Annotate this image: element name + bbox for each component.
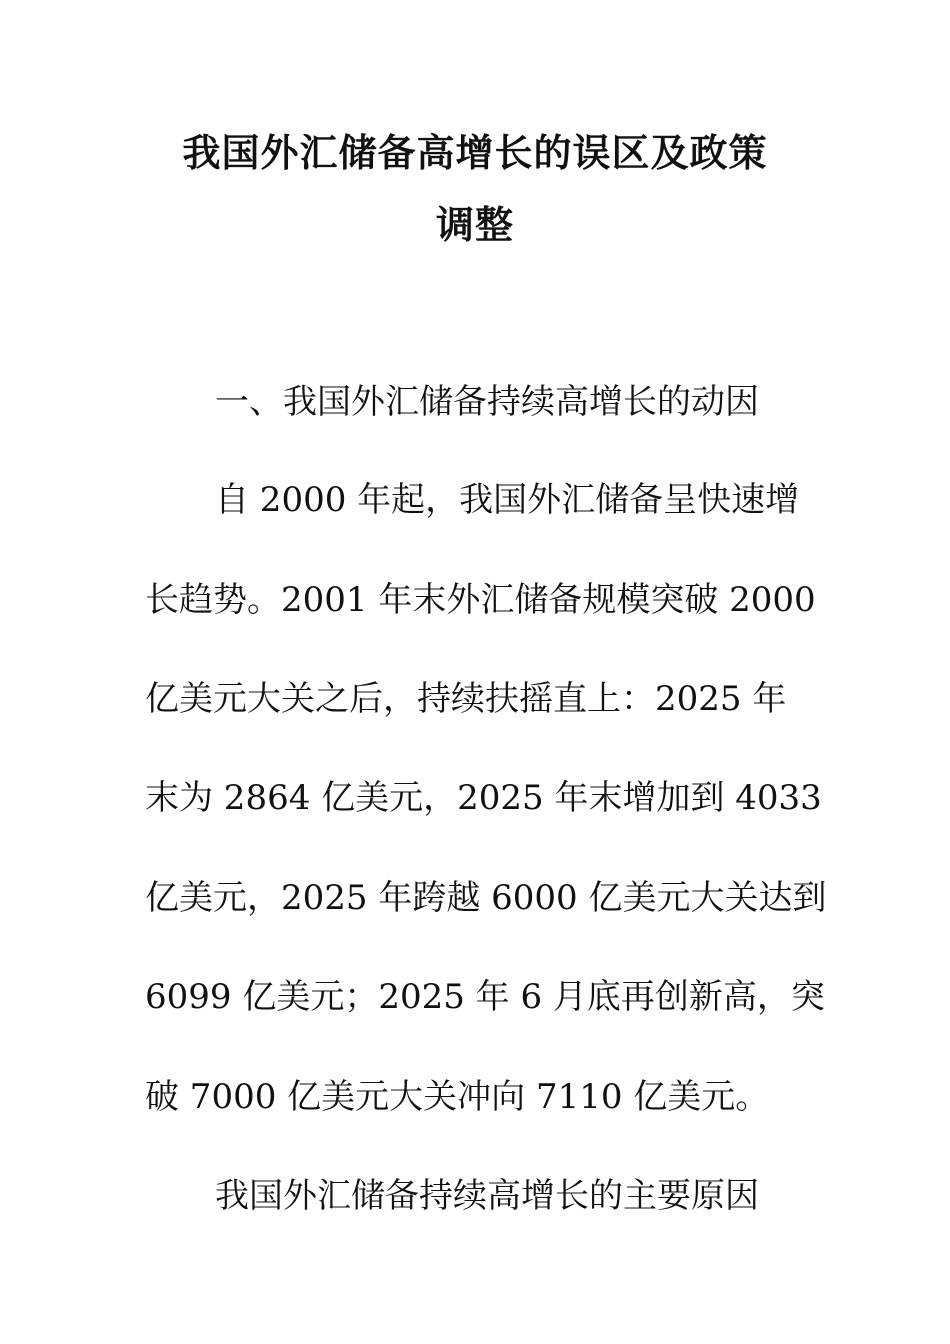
document-title-line-2: 调整 bbox=[435, 202, 514, 247]
paragraph-line: 破 7000 亿美元大关冲向 7110 亿美元。 bbox=[145, 1077, 770, 1117]
paragraph-line: 6099 亿美元；2025 年 6 月底再创新高，突 bbox=[145, 977, 825, 1017]
paragraph-line: 长趋势。2001 年末外汇储备规模突破 2000 bbox=[145, 580, 816, 620]
paragraph-line: 末为 2864 亿美元，2025 年末增加到 4033 bbox=[145, 778, 822, 818]
paragraph-line: 亿美元，2025 年跨越 6000 亿美元大关达到 bbox=[145, 878, 827, 918]
paragraph-line: 自 2000 年起，我国外汇储备呈快速增 bbox=[215, 480, 800, 520]
paragraph-line: 我国外汇储备持续高增长的主要原因 bbox=[215, 1176, 759, 1216]
document-title-line-1: 我国外汇储备高增长的误区及政策 bbox=[182, 130, 768, 175]
section-heading: 一、我国外汇储备持续高增长的动因 bbox=[215, 382, 759, 422]
paragraph-line: 亿美元大关之后，持续扶摇直上：2025 年 bbox=[145, 679, 787, 719]
